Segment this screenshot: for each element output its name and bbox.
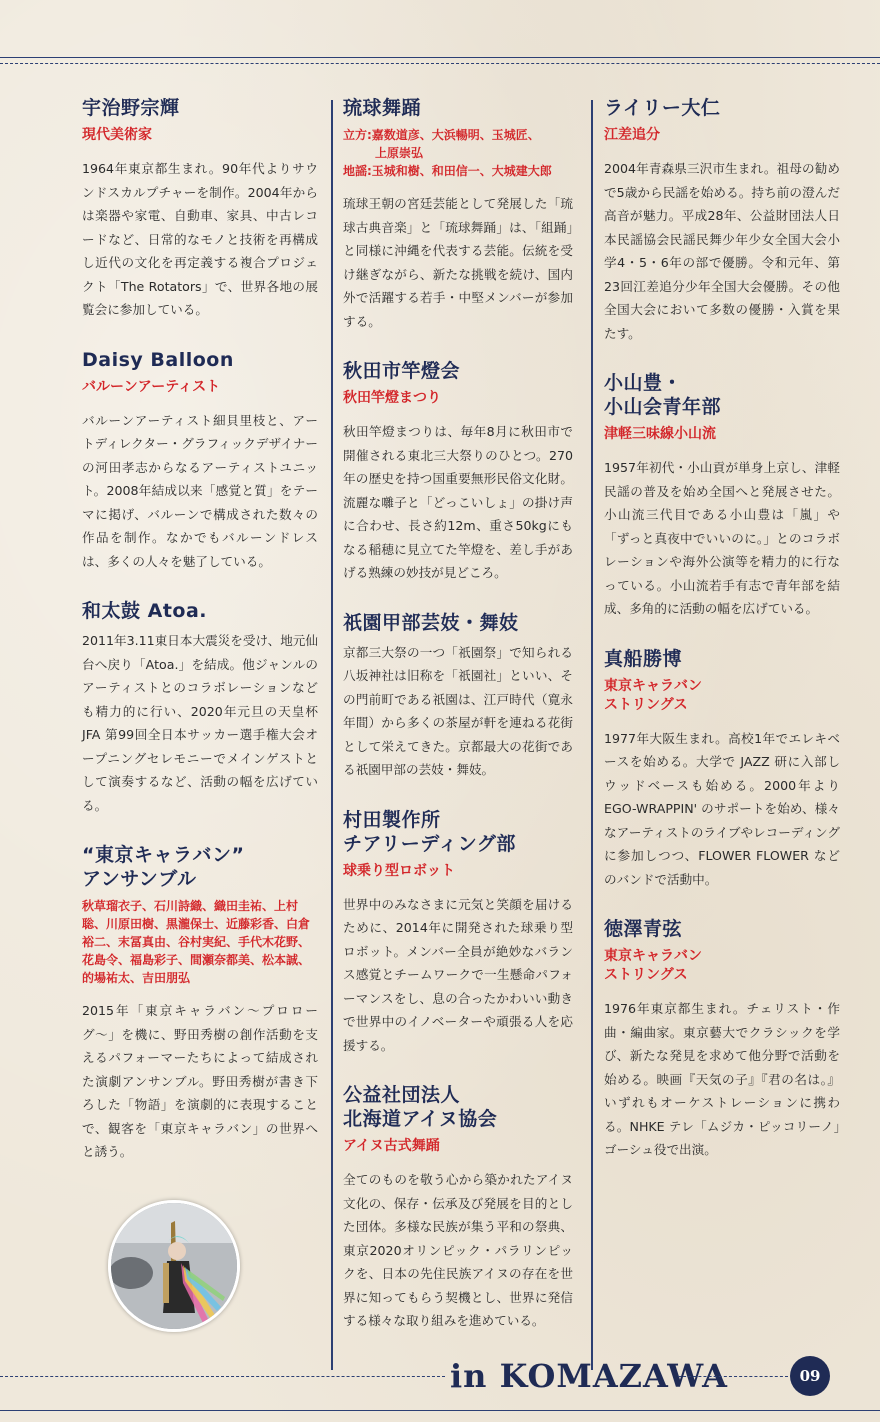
- footer: [0, 1356, 880, 1396]
- profile-body: 全てのものを敬う心から築かれたアイヌ文化の、保存・伝承及び発展を目的とした団体。多様な民族が集う平和の祭典、東京2020オリンピック・パラリンピックを、日本の先住民族アイヌの存在を世界に知ってもらう契機とし、世界に発信する様々な取り組みを進めている。: [343, 1172, 573, 1328]
- profile-body: 琉球王朝の宮廷芸能として発展した「琉球古典音楽」と「琉球舞踊」は、「組踊」と同様に沖縄を代表する芸能。伝統を受け継ぎながら、新たな挑戦を続け、国内外で活躍する若手・中堅メンバーが参加する。: [343, 196, 573, 329]
- profile-kanto: [343, 359, 573, 585]
- profile-body: 1976年東京都生まれ。チェリスト・作曲・編曲家。東京藝大でクラシックを学び、新たな発見を求めて他分野で活動を始める。映画『天気の子』『君の名は。』いずれもオーケストレーションに携わる。NHKE テレ「ムジカ・ピッコリーノ」ゴーシュ役で出演。: [604, 1001, 840, 1157]
- profile-name: 和太鼓 Atoa.: [82, 600, 207, 622]
- bottom-rule: [0, 1410, 880, 1411]
- profile-name: [343, 808, 573, 856]
- credit-line: 地謡:玉城和樹、和田信一、大城建大郎: [343, 164, 552, 178]
- profile-name: 祇園甲部芸妓・舞妓: [343, 611, 519, 634]
- credit-line: 上原崇弘: [375, 146, 424, 160]
- profile-role: 江差追分: [604, 127, 660, 143]
- profile-riley: [604, 96, 840, 345]
- profile-ainu: [343, 1083, 573, 1333]
- column-divider: [331, 100, 333, 1370]
- profile-ujino: [82, 96, 318, 322]
- profile-ryukyu: [343, 96, 573, 333]
- column-1: [82, 96, 318, 1190]
- profile-name-line: 北海道アイヌ協会: [343, 1108, 498, 1130]
- profile-name: [82, 843, 318, 891]
- profile-body: 1957年初代・小山貢が単身上京し、津軽民謡の普及を始め全国へと発展させた。小山流三代目である小山豊は「嵐」や「ずっと真夜中でいいのに。」とのコラボレーションや海外公演等を精力的に行なっている。小山流若手有志で青年部を結成、多角的に活動の幅を広げている。: [604, 460, 840, 616]
- profile-role: 球乗り型ロボット: [343, 862, 455, 879]
- profile-ensemble: [82, 843, 318, 1164]
- profile-name-line: チアリーディング部: [343, 832, 516, 855]
- profile-daisy-balloon: [82, 348, 318, 574]
- profile-name: 徳澤青弦: [604, 918, 683, 940]
- profile-name-line: “東京キャラバン”: [82, 844, 245, 866]
- profile-body: 秋田竿燈まつりは、毎年8月に秋田市で開催される東北三大祭りのひとつ。270年の歴史を持つ国重要無形民俗文化財。流麗な囃子と「どっこいしょ」の掛け声に合わせ、長さ約12m、重さ50kgにもなる稲穂に見立てた竿燈を、差し手があげる熟練の妙技が見どころ。: [343, 424, 573, 580]
- footer-dashed-rule: [0, 1376, 445, 1377]
- profile-name: 真船勝博: [604, 647, 683, 670]
- profile-tokuzawa: [604, 917, 840, 1162]
- profile-role-line: 東京キャラバン: [604, 948, 702, 964]
- column-divider: [591, 100, 593, 1370]
- profile-name-line: 小山豊・: [604, 372, 683, 394]
- column-3: [604, 96, 840, 1188]
- profile-role: バルーンアーティスト: [82, 378, 221, 395]
- profile-gion: [343, 611, 573, 782]
- profile-name-line: 村田製作所: [343, 808, 441, 831]
- profile-atoa: [82, 599, 318, 817]
- profile-name: 宇治野宗輝: [82, 97, 180, 119]
- profile-name: 琉球舞踊: [343, 97, 422, 119]
- profile-murata: [343, 808, 573, 1058]
- profile-body: 京都三大祭の一つ「祇園祭」で知られる八坂神社は旧称を「祇園社」といい、その門前町である祇園は、江戸時代（寛永年間）から多くの茶屋が軒を連ねる花街として栄えてきた。京都最大の花街である祇園甲部の芸妓・舞妓。: [343, 644, 573, 777]
- profile-role-line: 東京キャラバン: [604, 677, 702, 694]
- profile-role: [604, 677, 840, 715]
- profile-body: バルーンアーティスト細貝里枝と、アートディレクター・グラフィックデザイナーの河田孝志からなるアーティストユニット。2008年結成以来「感覚と質」をテーマに掲げ、バルーンで構成された数々の作品を制作。なかでもバルーンドレスは、多くの人々を魅了している。: [82, 412, 318, 569]
- profile-name: ライリー大仁: [604, 97, 721, 119]
- performer-photo: [108, 1200, 240, 1332]
- footer-dashed-rule: [678, 1376, 788, 1377]
- profile-mafune: [604, 647, 840, 892]
- member-list: 秋草瑠衣子、石川詩織、織田圭祐、上村聡、川原田樹、黒瀧保士、近藤彩香、白倉裕二、末冨真由、谷村実紀、手代木花野、花島令、福島彩子、間瀬奈都美、松本誠、的場祐太、吉田朋弘: [82, 899, 311, 985]
- profile-name: Daisy Balloon: [82, 348, 234, 371]
- profile-name-line: アンサンブル: [82, 868, 197, 890]
- top-dashed-rule: [0, 63, 880, 64]
- profile-role: 秋田竿燈まつり: [343, 390, 441, 406]
- profile-role: アイヌ古式舞踊: [343, 1138, 440, 1154]
- credit-list: [343, 126, 573, 180]
- profile-body: 1964年東京都生まれ。90年代よりサウンドスカルプチャーを制作。2004年からは楽器や家電、自動車、家具、中古レコードなど、日常的なモノと技術を再構成し近代の文化を再定義する複合プロジェクト「The Rotators」で、世界各地の展覧会に参加している。: [82, 161, 318, 317]
- profile-name-line: 公益社団法人: [343, 1084, 461, 1106]
- footer-logo: in KOMAZAWA: [450, 1357, 728, 1395]
- performer-photo-illustration: [111, 1203, 237, 1329]
- profile-role: 津軽三味線小山流: [604, 426, 716, 442]
- profile-name: [604, 371, 840, 419]
- profile-role: 現代美術家: [82, 127, 152, 143]
- profile-name-line: 小山会青年部: [604, 396, 722, 418]
- profile-name: [343, 1083, 573, 1131]
- profile-body: 2004年青森県三沢市生まれ。祖母の勧めで5歳から民謡を始める。持ち前の澄んだ高音が魅力。平成28年、公益財団法人日本民謡協会民謡民舞少年少女全国大会小学4・5・6年の部で優勝。令和元年、第23回江差追分少年全国大会優勝。その他全国大会において多数の優勝・入賞を果たす。: [604, 161, 840, 341]
- credit-line: 立方:嘉数道彦、大浜暢明、玉城匠、: [343, 128, 540, 142]
- profile-role-line: ストリングス: [604, 967, 688, 983]
- profile-role-line: ストリングス: [604, 696, 688, 713]
- profile-koyama: [604, 371, 840, 621]
- profile-body: 世界中のみなさまに元気と笑顔を届けるために、2014年に開発された球乗り型ロボット。メンバー全員が絶妙なバランス感覚とチームワークで一生懸命パフォーマンスをし、息の合ったかわいい動きで世界中のイノベーターや頑張る人を応援する。: [343, 896, 573, 1053]
- profile-role: [604, 947, 840, 985]
- profile-body: 1977年大阪生まれ。高校1年でエレキベースを始める。大学で JAZZ 研に入部しウッドベースも始める。2000年より EGO-WRAPPIN' のサポートを始め、様々なアーティストのライブやレコーディングに参加しつつ、FLOWER FLOWER などのバンドで活動中。: [604, 730, 840, 887]
- profile-name: 秋田市竿燈会: [343, 360, 461, 382]
- profile-body: 2015年「東京キャラバン〜プロローグ〜」を機に、野田秀樹の創作活動を支えるパフォーマーたちによって結成された演劇アンサンブル。野田秀樹が書き下ろした「物語」を演劇的に表現することで、観客を「東京キャラバン」の世界へと誘う。: [82, 1003, 318, 1159]
- top-rule: [0, 57, 880, 58]
- column-2: [343, 96, 573, 1359]
- page-number: 09: [790, 1356, 830, 1396]
- profile-body: 2011年3.11東日本大震災を受け、地元仙台へ戻り「Atoa.」を結成。他ジャンルのアーティストとのコラボレーションなども精力的に行い、2020年元旦の天皇杯 JFA 第99回全日本サッカー選手権大会オープニングセレモニーでメインゲストとして演奏するなど、活動の幅を広げている。: [82, 633, 318, 813]
